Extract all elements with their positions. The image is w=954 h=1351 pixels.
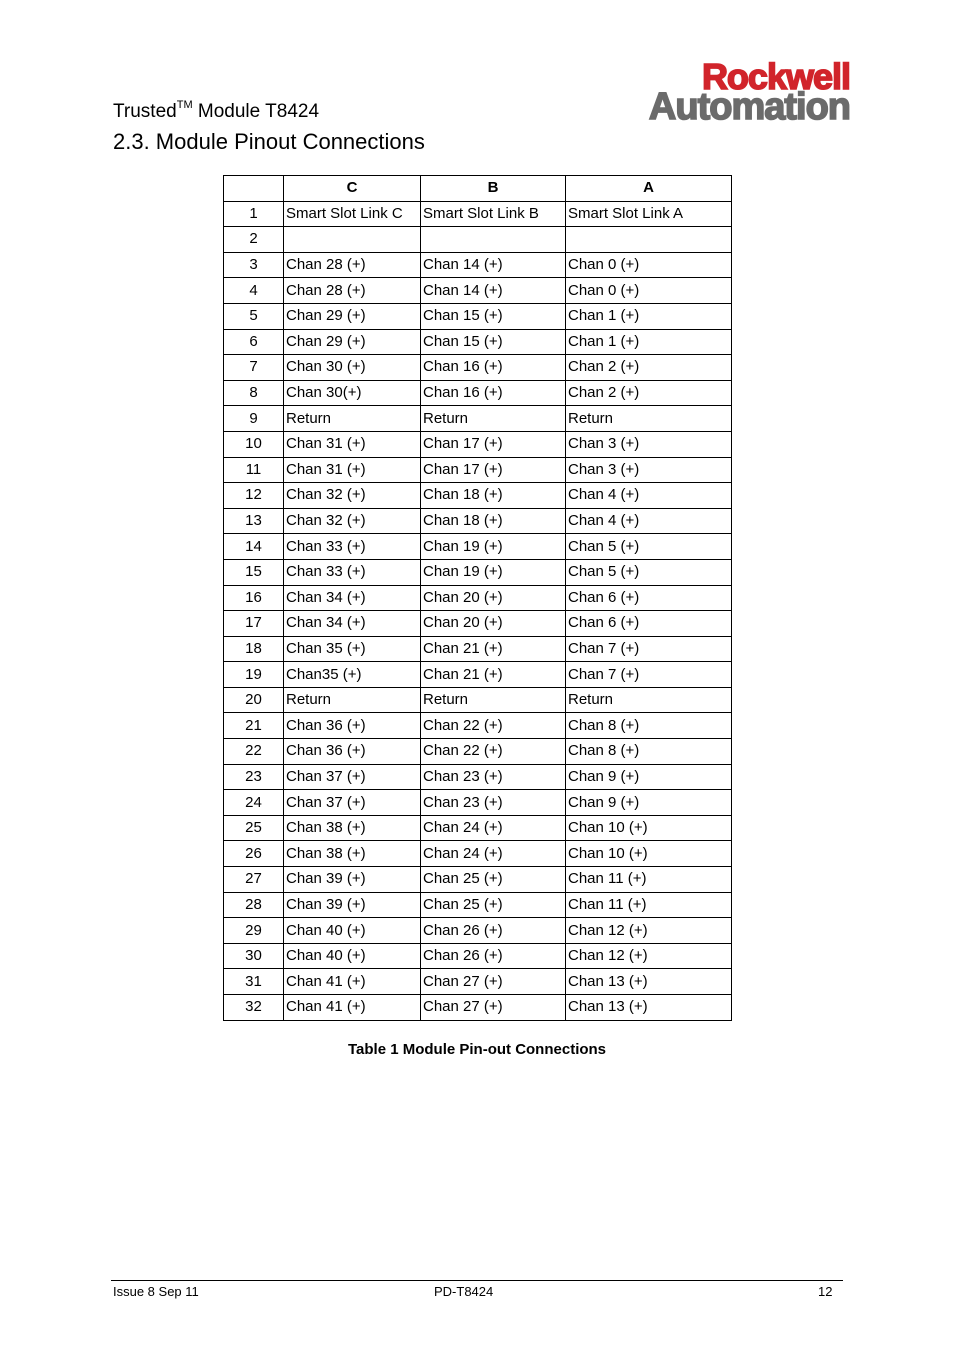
trademark-mark: TM: [176, 99, 193, 111]
signal-cell: Chan 28 (+): [284, 252, 421, 278]
signal-cell: Chan 38 (+): [284, 841, 421, 867]
signal-cell: Chan 10 (+): [566, 815, 732, 841]
signal-cell: Chan 14 (+): [421, 252, 566, 278]
signal-cell: Chan 22 (+): [421, 713, 566, 739]
signal-cell: Chan 32 (+): [284, 508, 421, 534]
signal-cell: [566, 227, 732, 253]
header-column: B: [421, 176, 566, 202]
signal-cell: Chan 37 (+): [284, 790, 421, 816]
signal-cell: Chan 16 (+): [421, 355, 566, 381]
signal-cell: Chan 22 (+): [421, 739, 566, 765]
signal-cell: Chan 27 (+): [421, 995, 566, 1021]
signal-cell: Chan 14 (+): [421, 278, 566, 304]
header-pin: [224, 176, 284, 202]
signal-cell: Chan 36 (+): [284, 713, 421, 739]
table-row: [224, 303, 732, 329]
table-row: [224, 252, 732, 278]
table-row: [224, 611, 732, 637]
table-row: [224, 995, 732, 1021]
signal-cell: Chan 3 (+): [566, 457, 732, 483]
signal-cell: Chan 6 (+): [566, 611, 732, 637]
pin-number-cell: 8: [224, 380, 284, 406]
logo-line-automation: Automation: [648, 86, 850, 128]
signal-cell: Chan 23 (+): [421, 764, 566, 790]
signal-cell: Chan 4 (+): [566, 508, 732, 534]
pin-number-cell: 17: [224, 611, 284, 637]
signal-cell: Chan 20 (+): [421, 611, 566, 637]
pin-number-cell: 6: [224, 329, 284, 355]
signal-cell: Chan 30 (+): [284, 355, 421, 381]
signal-cell: Chan 23 (+): [421, 790, 566, 816]
signal-cell: Chan 19 (+): [421, 534, 566, 560]
table-row: [224, 380, 732, 406]
signal-cell: Chan 38 (+): [284, 815, 421, 841]
signal-cell: Chan 1 (+): [566, 303, 732, 329]
pin-number-cell: 23: [224, 764, 284, 790]
pin-number-cell: 32: [224, 995, 284, 1021]
pin-number-cell: 13: [224, 508, 284, 534]
signal-cell: Chan 29 (+): [284, 329, 421, 355]
pin-number-cell: 26: [224, 841, 284, 867]
signal-cell: Chan 34 (+): [284, 585, 421, 611]
signal-cell: Chan 36 (+): [284, 739, 421, 765]
signal-cell: Chan 5 (+): [566, 534, 732, 560]
signal-cell: [284, 227, 421, 253]
signal-cell: Chan 6 (+): [566, 585, 732, 611]
pin-number-cell: 25: [224, 815, 284, 841]
table-row: [224, 585, 732, 611]
signal-cell: Chan 7 (+): [566, 662, 732, 688]
table-row: [224, 278, 732, 304]
signal-cell: Chan 15 (+): [421, 329, 566, 355]
signal-cell: Smart Slot Link B: [421, 201, 566, 227]
pin-number-cell: 5: [224, 303, 284, 329]
pin-number-cell: 30: [224, 943, 284, 969]
signal-cell: Chan 18 (+): [421, 483, 566, 509]
signal-cell: Chan35 (+): [284, 662, 421, 688]
table-row: [224, 841, 732, 867]
pin-number-cell: 9: [224, 406, 284, 432]
signal-cell: Return: [284, 687, 421, 713]
signal-cell: Chan 3 (+): [566, 431, 732, 457]
table-row: [224, 892, 732, 918]
rockwell-automation-logo: [596, 56, 852, 128]
module-name: Module T8424: [197, 101, 320, 122]
signal-cell: Chan 24 (+): [421, 841, 566, 867]
signal-cell: Chan 18 (+): [421, 508, 566, 534]
pin-number-cell: 15: [224, 559, 284, 585]
logo-line-rockwell: Rockwell: [701, 56, 850, 97]
signal-cell: Chan 40 (+): [284, 918, 421, 944]
table-row: [224, 943, 732, 969]
signal-cell: Chan 11 (+): [566, 892, 732, 918]
table-row: [224, 764, 732, 790]
table-row: [224, 508, 732, 534]
pin-number-cell: 24: [224, 790, 284, 816]
signal-cell: Chan 29 (+): [284, 303, 421, 329]
table-row: [224, 559, 732, 585]
signal-cell: Chan 12 (+): [566, 918, 732, 944]
table-row: [224, 483, 732, 509]
signal-cell: Chan 26 (+): [421, 918, 566, 944]
pin-number-cell: 1: [224, 201, 284, 227]
signal-cell: Chan 39 (+): [284, 867, 421, 893]
pin-number-cell: 21: [224, 713, 284, 739]
pin-number-cell: 2: [224, 227, 284, 253]
table-row: [224, 355, 732, 381]
signal-cell: Chan 2 (+): [566, 380, 732, 406]
pin-number-cell: 14: [224, 534, 284, 560]
signal-cell: Return: [566, 687, 732, 713]
pin-number-cell: 16: [224, 585, 284, 611]
signal-cell: Chan 25 (+): [421, 867, 566, 893]
signal-cell: Return: [284, 406, 421, 432]
signal-cell: Return: [421, 687, 566, 713]
signal-cell: Chan 21 (+): [421, 636, 566, 662]
table-row: [224, 636, 732, 662]
footer-doc-id: PD-T8424: [434, 1284, 494, 1299]
signal-cell: Chan 33 (+): [284, 534, 421, 560]
signal-cell: Chan 40 (+): [284, 943, 421, 969]
table-row: [224, 969, 732, 995]
signal-cell: Chan 16 (+): [421, 380, 566, 406]
signal-cell: Chan 35 (+): [284, 636, 421, 662]
signal-cell: Chan 24 (+): [421, 815, 566, 841]
table-row: [224, 713, 732, 739]
signal-cell: Chan 1 (+): [566, 329, 732, 355]
signal-cell: [421, 227, 566, 253]
signal-cell: Chan 19 (+): [421, 559, 566, 585]
document-header-title: [113, 100, 319, 124]
table-row: [224, 457, 732, 483]
table-row: [224, 739, 732, 765]
product-name: Trusted: [113, 101, 177, 122]
signal-cell: Chan 4 (+): [566, 483, 732, 509]
pin-number-cell: 22: [224, 739, 284, 765]
table-row: [224, 329, 732, 355]
table-row: [224, 815, 732, 841]
pin-number-cell: 20: [224, 687, 284, 713]
signal-cell: Chan 25 (+): [421, 892, 566, 918]
section-heading: 2.3. Module Pinout Connections: [113, 129, 425, 154]
pin-number-cell: 10: [224, 431, 284, 457]
table-row: [224, 790, 732, 816]
signal-cell: Chan 0 (+): [566, 278, 732, 304]
footer-rule: [111, 1280, 843, 1281]
signal-cell: Chan 9 (+): [566, 764, 732, 790]
table-row: [224, 867, 732, 893]
table-row: [224, 918, 732, 944]
pin-number-cell: 7: [224, 355, 284, 381]
signal-cell: Chan 37 (+): [284, 764, 421, 790]
signal-cell: Chan 11 (+): [566, 867, 732, 893]
signal-cell: Chan 32 (+): [284, 483, 421, 509]
pin-number-cell: 3: [224, 252, 284, 278]
signal-cell: Smart Slot Link A: [566, 201, 732, 227]
signal-cell: Chan 31 (+): [284, 457, 421, 483]
signal-cell: Chan 30(+): [284, 380, 421, 406]
table-header-row: [224, 176, 732, 202]
signal-cell: Chan 20 (+): [421, 585, 566, 611]
signal-cell: Chan 39 (+): [284, 892, 421, 918]
pinout-table: [223, 175, 732, 1021]
signal-cell: Return: [421, 406, 566, 432]
signal-cell: Chan 8 (+): [566, 739, 732, 765]
signal-cell: Chan 28 (+): [284, 278, 421, 304]
signal-cell: Chan 0 (+): [566, 252, 732, 278]
signal-cell: Chan 2 (+): [566, 355, 732, 381]
pin-number-cell: 28: [224, 892, 284, 918]
pin-number-cell: 4: [224, 278, 284, 304]
signal-cell: Chan 10 (+): [566, 841, 732, 867]
signal-cell: Chan 33 (+): [284, 559, 421, 585]
signal-cell: Chan 31 (+): [284, 431, 421, 457]
signal-cell: Chan 17 (+): [421, 457, 566, 483]
signal-cell: Chan 13 (+): [566, 969, 732, 995]
footer-page-number: 12: [818, 1284, 833, 1299]
signal-cell: Smart Slot Link C: [284, 201, 421, 227]
table-row: [224, 662, 732, 688]
pin-number-cell: 18: [224, 636, 284, 662]
signal-cell: Chan 9 (+): [566, 790, 732, 816]
table-row: [224, 227, 732, 253]
signal-cell: Chan 12 (+): [566, 943, 732, 969]
pin-number-cell: 19: [224, 662, 284, 688]
pin-number-cell: 29: [224, 918, 284, 944]
table-caption: Table 1 Module Pin-out Connections: [347, 1041, 607, 1058]
table-row: [224, 687, 732, 713]
table-row: [224, 406, 732, 432]
pin-number-cell: 27: [224, 867, 284, 893]
table-row: [224, 431, 732, 457]
table-body: [224, 201, 732, 1020]
signal-cell: Chan 34 (+): [284, 611, 421, 637]
signal-cell: Chan 21 (+): [421, 662, 566, 688]
pin-number-cell: 11: [224, 457, 284, 483]
table-row: [224, 201, 732, 227]
header-column: C: [284, 176, 421, 202]
signal-cell: Return: [566, 406, 732, 432]
signal-cell: Chan 13 (+): [566, 995, 732, 1021]
signal-cell: Chan 5 (+): [566, 559, 732, 585]
signal-cell: Chan 27 (+): [421, 969, 566, 995]
signal-cell: Chan 41 (+): [284, 995, 421, 1021]
header-column: A: [566, 176, 732, 202]
signal-cell: Chan 7 (+): [566, 636, 732, 662]
pin-number-cell: 31: [224, 969, 284, 995]
table-row: [224, 534, 732, 560]
signal-cell: Chan 8 (+): [566, 713, 732, 739]
signal-cell: Chan 17 (+): [421, 431, 566, 457]
signal-cell: Chan 41 (+): [284, 969, 421, 995]
signal-cell: Chan 26 (+): [421, 943, 566, 969]
footer-issue: Issue 8 Sep 11: [113, 1284, 199, 1299]
signal-cell: Chan 15 (+): [421, 303, 566, 329]
pin-number-cell: 12: [224, 483, 284, 509]
